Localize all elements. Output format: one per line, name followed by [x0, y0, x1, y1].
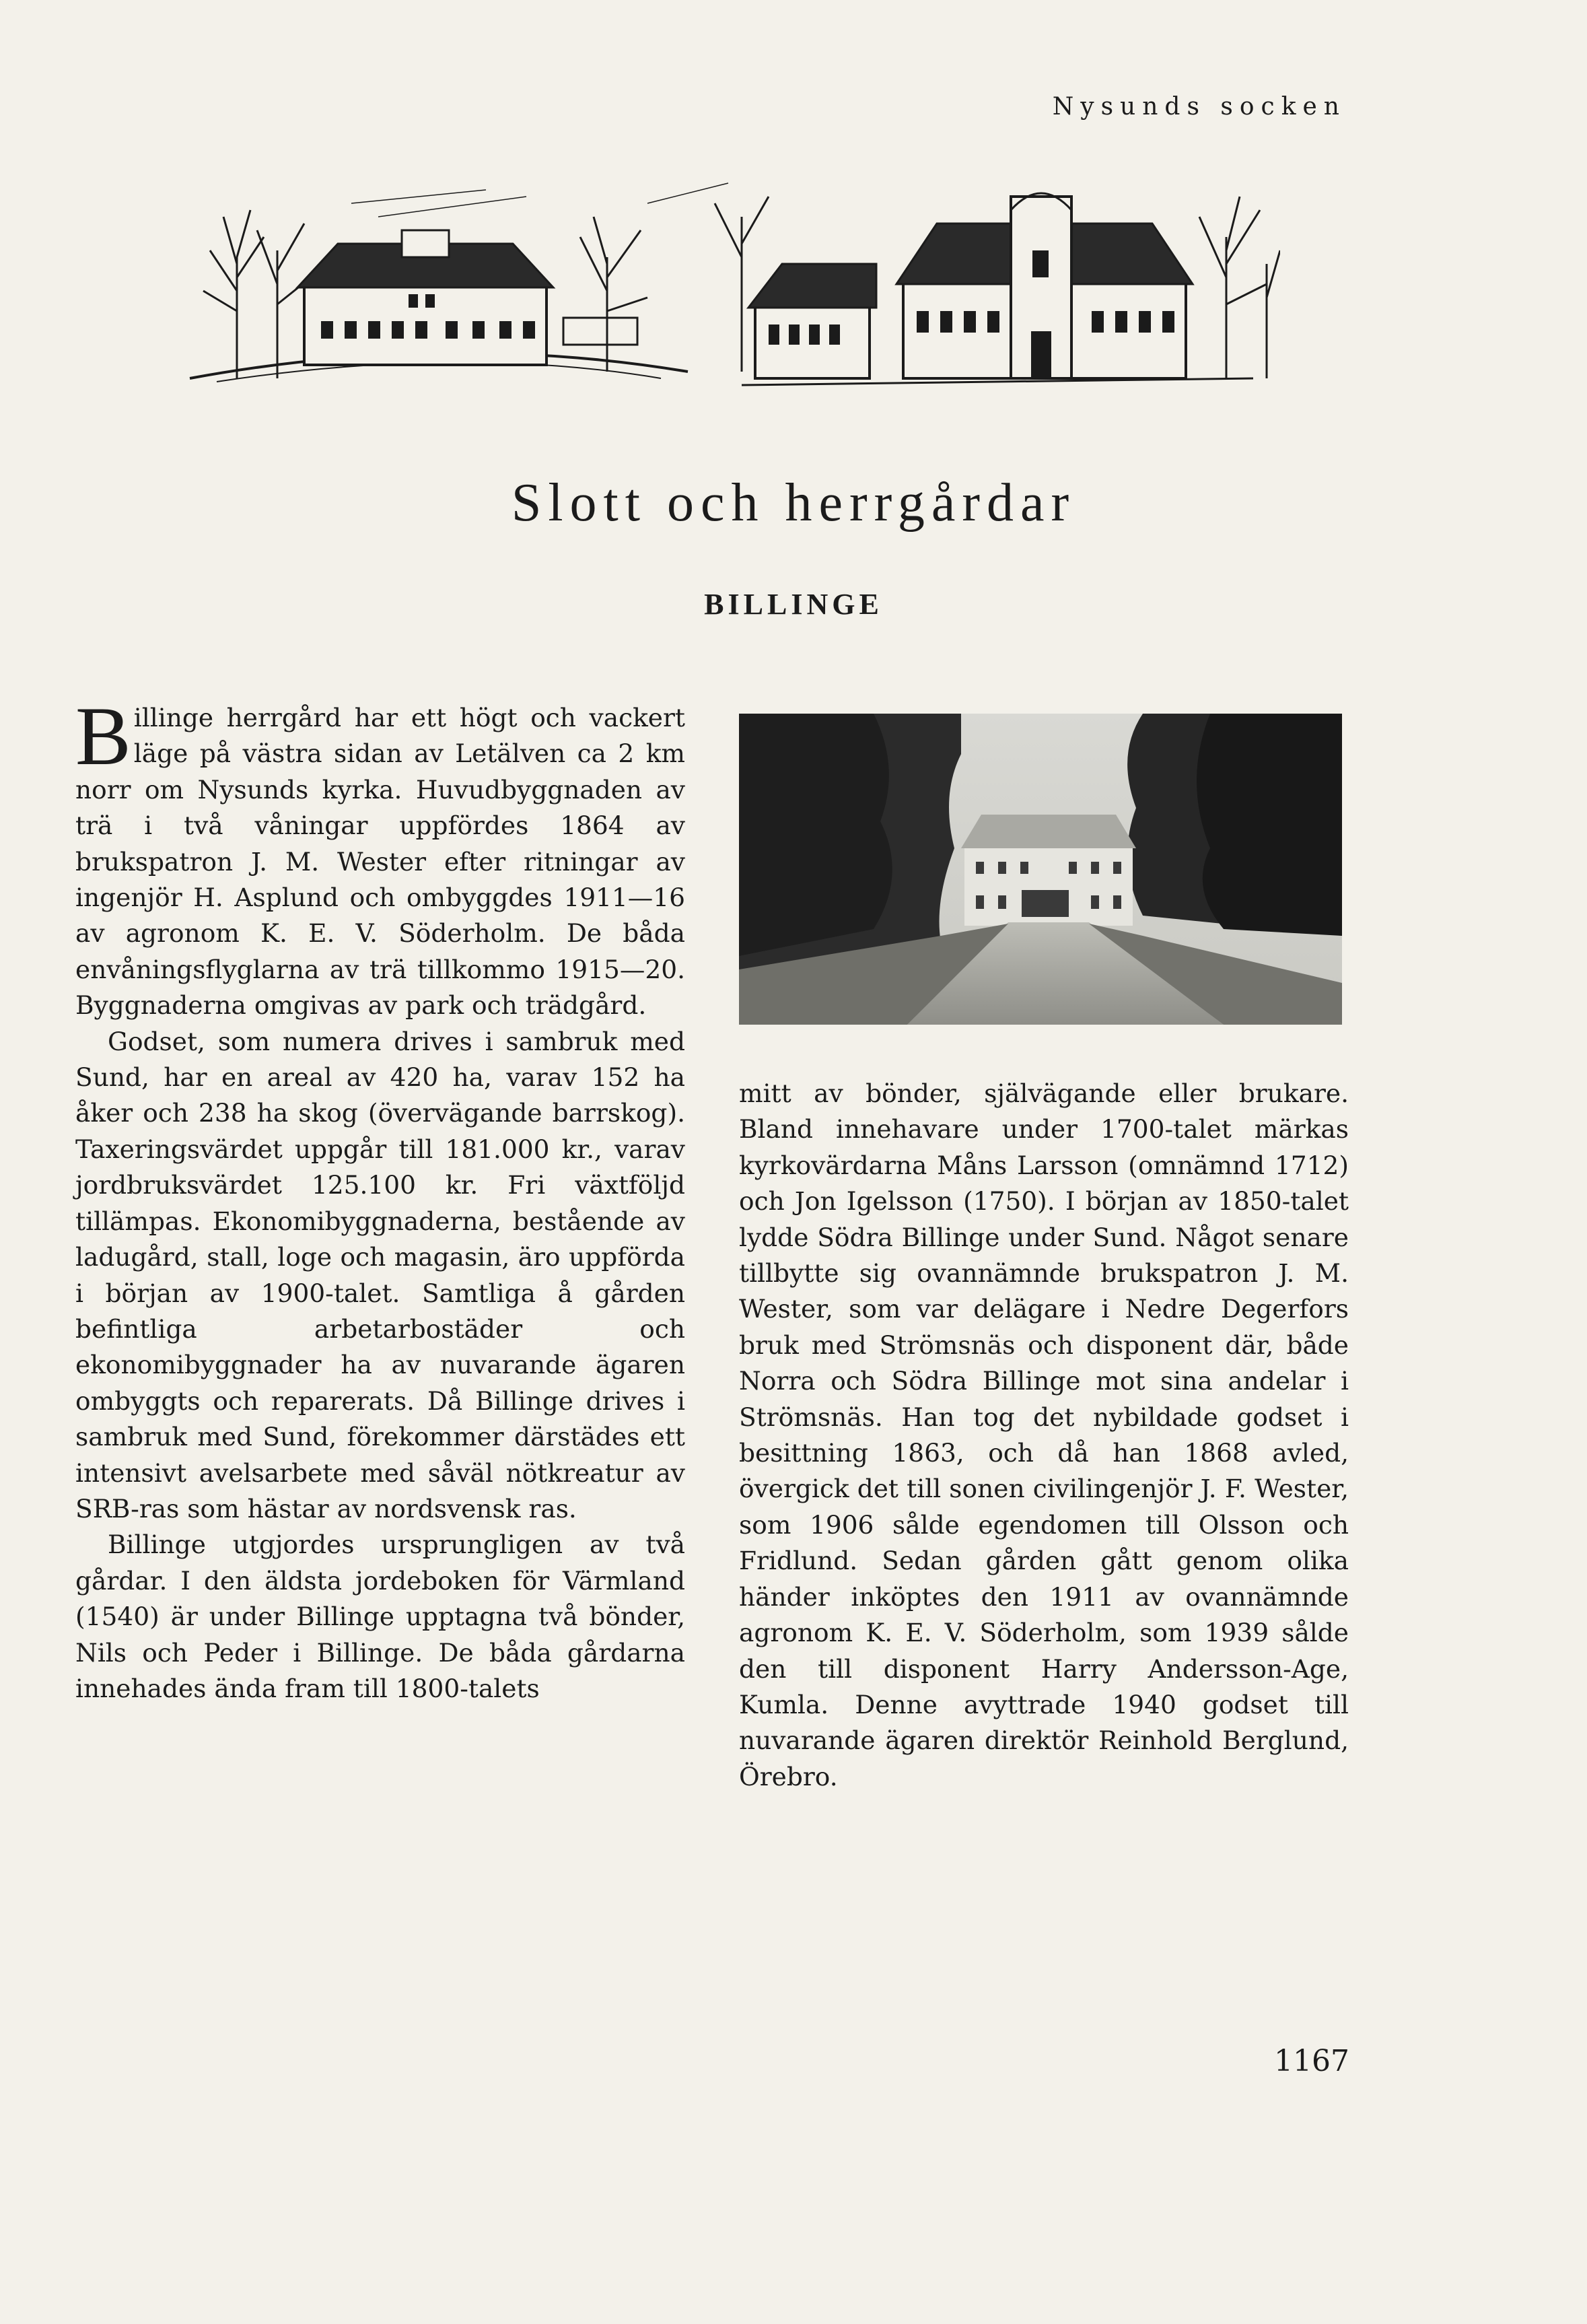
paragraph-1-text: illinge herrgård har ett högt och vackert läge på västra sidan av Letälven ca 2 km norr om Nysunds kyrka. Huvudbyggnaden av trä i två våningar uppfördes 1864 av brukspatron J. M. Wester efter ritningar av ingenjör H. Asplund och ombyggdes 1911—16 av agronom K. E. V. Söderholm. De båda envåningsflyglarna av trä tillkommo 1915—20. Byggnaderna omgivas av park och trädgård. — [75, 703, 685, 1021]
right-column — [739, 1076, 1349, 1795]
paragraph-2: Godset, som numera drives i sambruk med Sund, har en areal av 420 ha, varav 152 ha åker och 238 ha skog (övervägande barrskog). Taxeringsvärdet uppgår till 181.000 kr., varav jordbruksvärdet 125.100 kr. Fri växtföljd tillämpas. Ekonomibyggnaderna, bestående av ladugård, stall, loge och magasin, äro uppförda i början av 1900-talet. Samtliga å gården befintliga arbetarbostäder och ekonomibyggnader ha av nuvarande ägaren ombyggts och reparerats. Då Billinge drives i sambruk med Sund, förekommer därstädes ett intensivt avelsarbete med såväl nötkreatur av SRB-ras som hästar av nordsvensk ras. — [75, 1026, 685, 1524]
subsection-title: BILLINGE — [704, 587, 883, 621]
page-number: 1167 — [1274, 2044, 1349, 2078]
paragraph-4: mitt av bönder, självägande eller brukare. Bland innehavare under 1700-talet märkas kyrkovärdarna Måns Larsson (omnämnd 1712) och Jon Igelsson (1750). I början av 1850-talet lydde Södra Billinge under Sund. Något senare tillbytte sig ovannämnde brukspatron J. M. Wester, som var delägare i Nedre Degerfors bruk med Strömsnäs och disponent där, både Norra och Södra Billinge mot sina andelar i Strömsnäs. Han tog det nybildade godset i besittning 1863, och då han 1868 avled, övergick det till sonen civilingenjör J. F. Wester, som 1906 sålde egendomen till Olsson och Fridlund. Sedan gården gått genom olika händer inköptes den 1911 av ovannämnde agronom K. E. V. Söderholm, som 1939 sålde den till disponent Harry Andersson-Age, Kumla. Denne avyttrade 1940 godset till nuvarande ägaren direktör Reinhold Berglund, Örebro. — [739, 1079, 1349, 1791]
paragraph-3: Billinge utgjordes ursprungligen av två gårdar. I den äldsta jordeboken för Värmland (1540) är under Billinge upptagna två bönder, Nils och Peder i Billinge. De båda gårdarna innehades ända fram till 1800-talets — [75, 1530, 685, 1703]
drop-cap: B — [75, 690, 131, 782]
section-title: Slott och herrgårdar — [511, 473, 1076, 533]
left-column — [75, 690, 685, 1707]
manor-photo-icon — [739, 714, 1342, 1025]
running-head: Nysunds socken — [1052, 93, 1346, 121]
manor-houses-drawing-icon — [176, 176, 1280, 399]
paragraph-1 — [75, 690, 685, 1024]
